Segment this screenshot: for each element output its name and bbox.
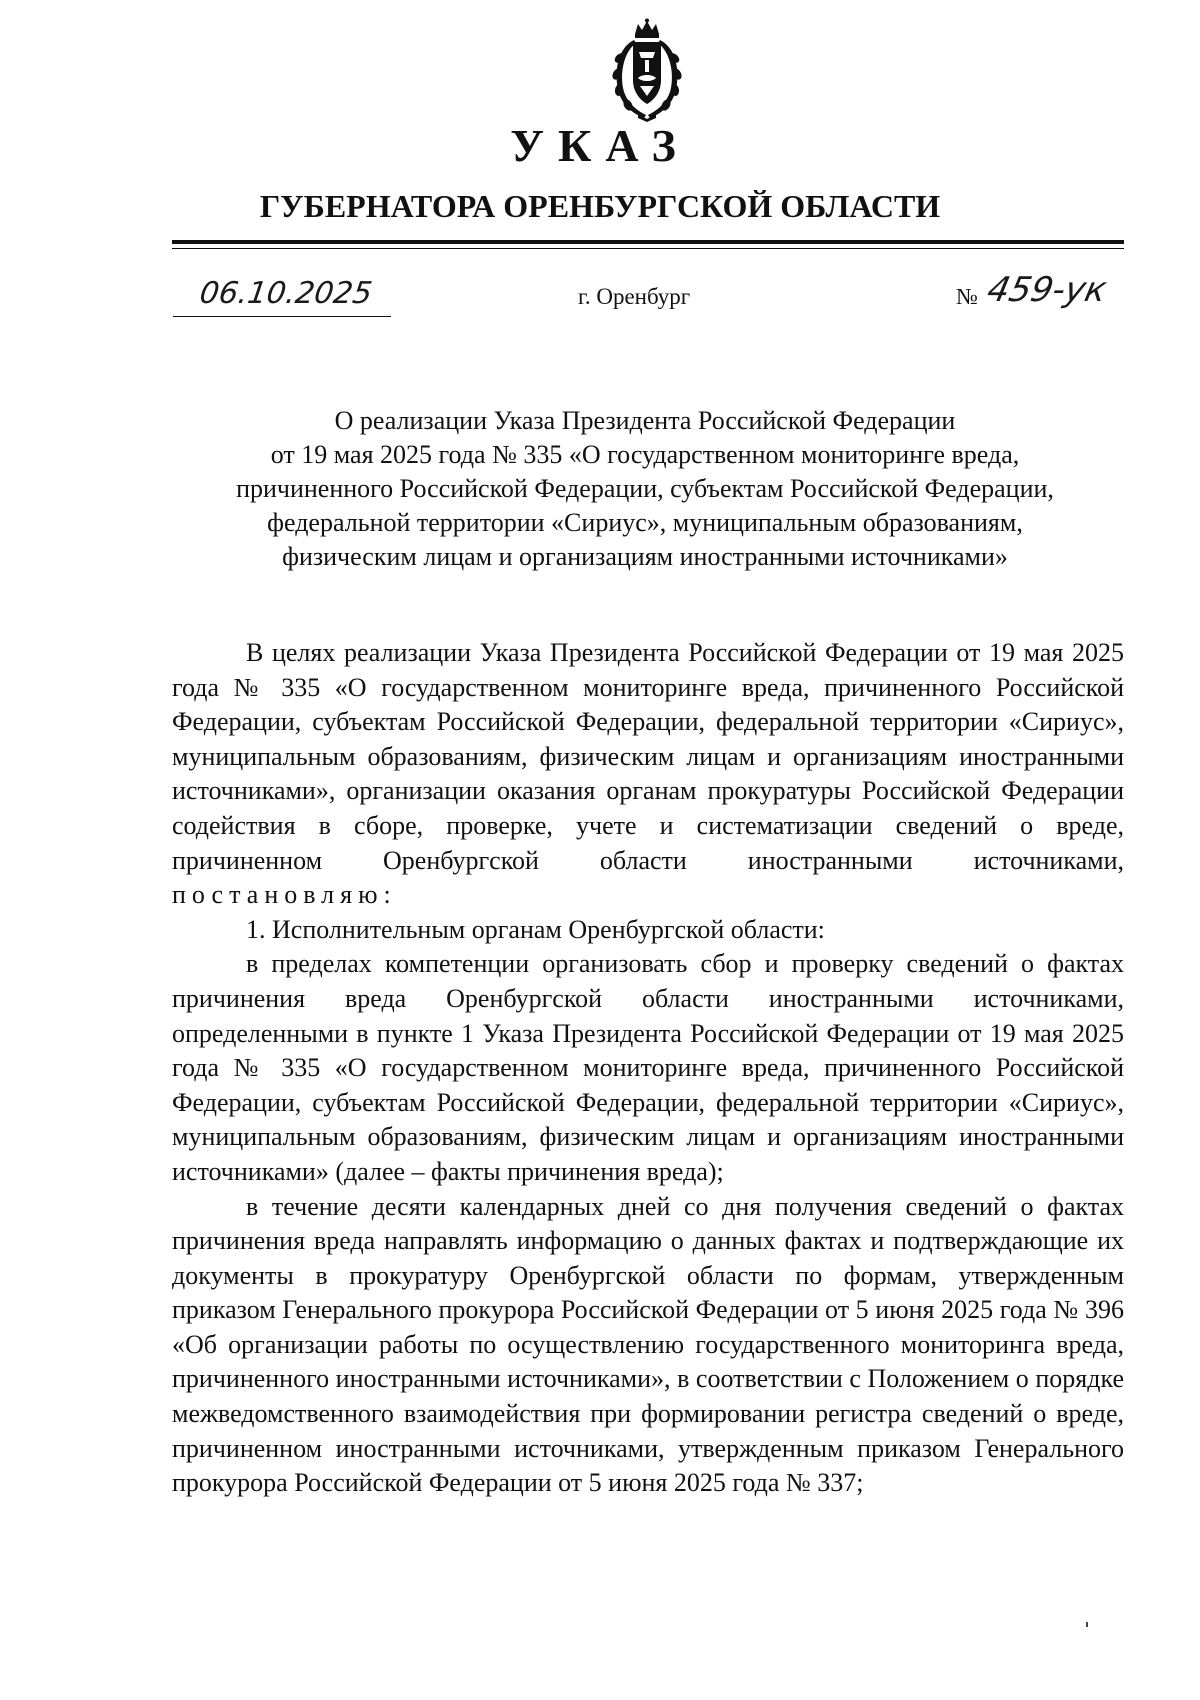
document-city: г. Оренбург [578,284,691,309]
document-subject [160,404,1130,574]
document-date: 06.10.2025 [197,276,375,311]
subject-line: О реализации Указа Президента Российской Федерации [334,406,956,435]
item-1-paragraph: в течение десяти календарных дней со дня получения сведений о фактах причинения вреда направлять информацию о данных фактах и подтверждающие их документы в прокуратуру Оренбургской области по формам, утвержденным приказом Генерального прокурора Российской Федерации от 5 июня 2025 года № 396 «Об организации работы по осуществлению государственного мониторинга вреда, причиненного иностранными источниками», в соответствии с Положением о порядке межведомственного взаимодействия при формировании регистра сведений о вреде, причиненном иностранными источниками, утвержденным приказом Генерального прокурора Российской Федерации от 5 июня 2025 года № 337; [172,1191,1124,1498]
document-subtitle: ГУБЕРНАТОРА ОРЕНБУРГСКОЙ ОБЛАСТИ [259,188,941,224]
subject-line: физическим лицам и организациям иностранными источниками» [282,542,1008,571]
item-1-heading: 1. Исполнительным органам Оренбургской области: [246,914,825,944]
preamble-text: В целях реализации Указа Президента Российской Федерации от 19 мая 2025 года № 335 «О государственном мониторинге вреда, причиненного Российской Федерации, субъектам Российской Федерации, федеральной территории «Сириус», муниципальным образованиям, физическим лицам и организациям иностранными источниками», организации оказания органам прокуратуры Российской Федерации содействия в сборе, проверке, учете и систематизации сведений о вреде, причиненном Оренбургской области иностранными источниками, [172,638,1124,875]
document-title: УКАЗ [510,120,690,171]
document-number: 459-ук [983,270,1111,310]
header-divider-thick [172,240,1124,244]
document-body [172,636,1124,1501]
subject-line: федеральной территории «Сириус», муниципальным образованиям, [267,508,1023,537]
header-divider-thin [172,248,1124,249]
scan-mark [1086,1622,1088,1627]
subject-line: от 19 мая 2025 года № 335 «О государственном мониторинге вреда, [270,440,1020,469]
subject-line: причиненного Российской Федерации, субъектам Российской Федерации, [236,474,1054,503]
number-sign: № [956,284,978,309]
preamble-paragraph [172,636,1124,913]
preamble-keyword: постановляю: [172,880,397,910]
coat-of-arms-icon [604,18,690,122]
item-1-paragraph: в пределах компетенции организовать сбор и проверку сведений о фактах причинения вреда Оренбургской области иностранными источниками, определенными в пункте 1 Указа Президента Российской Федерации от 19 мая 2025 года № 335 «О государственном мониторинге вреда, причиненного Российской Федерации, субъектам Российской Федерации, федеральной территории «Сириус», муниципальным образованиям, физическим лицам и организациям иностранными источниками» (далее – факты причинения вреда); [172,949,1124,1186]
